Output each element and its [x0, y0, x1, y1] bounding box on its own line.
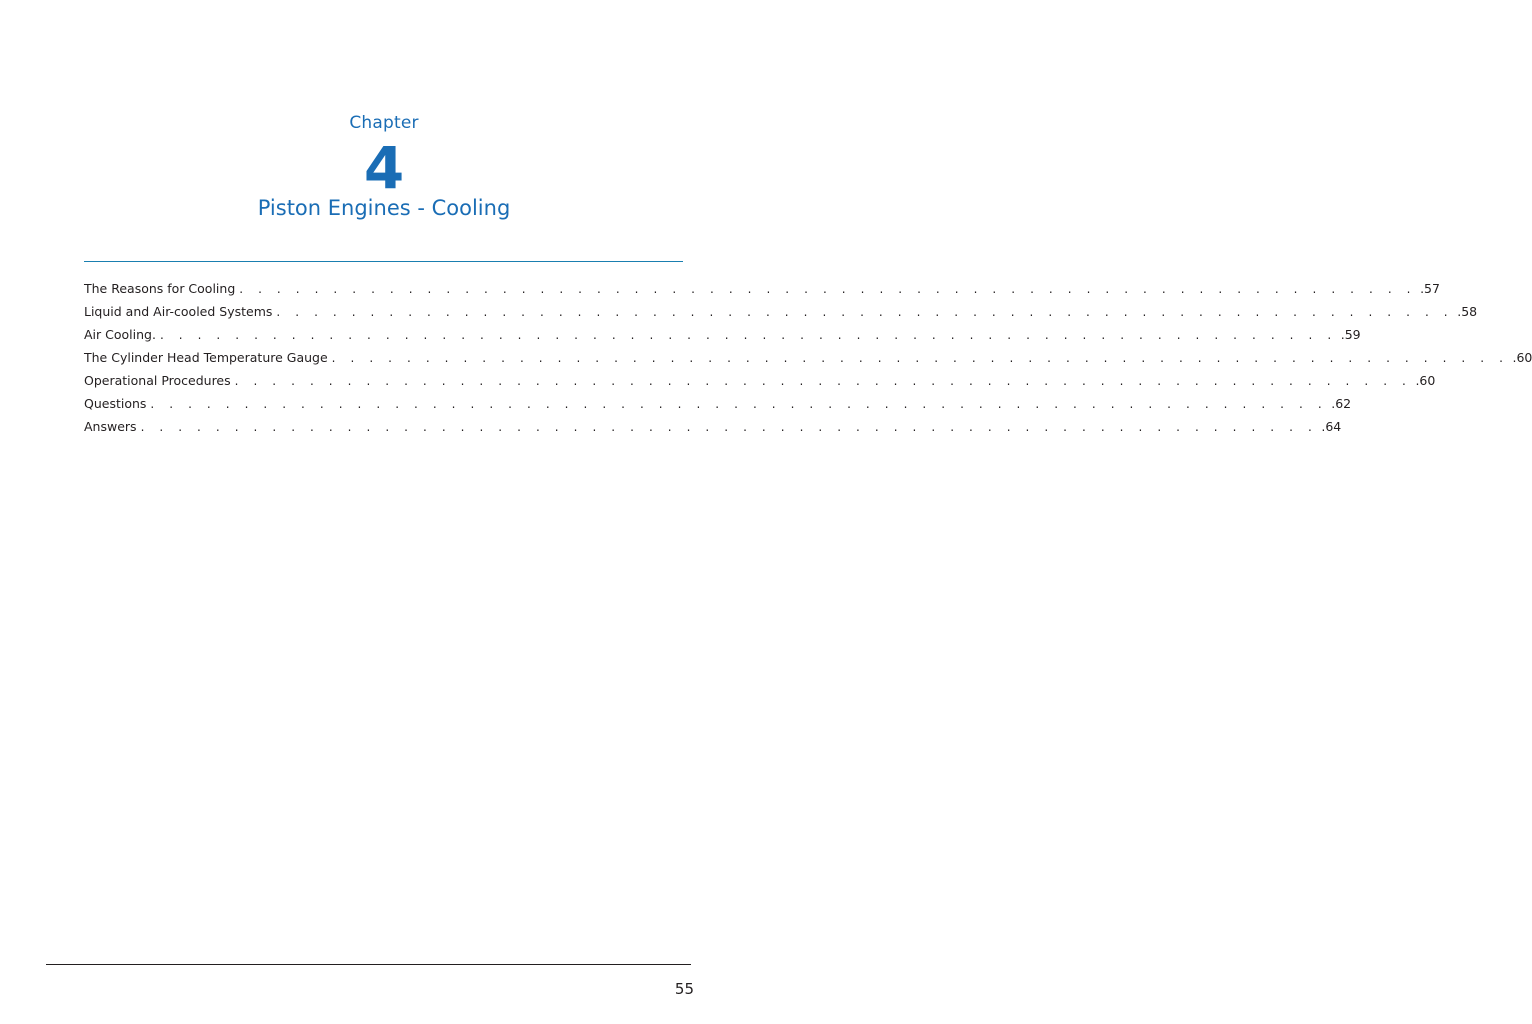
toc-dot-leader: . . . . . . . . . . . . . . . . . . . . . . . . . . . . . . . . . . . . . . . . . . . . . . . . . . . . . . . . . . . . . . .	[159, 328, 1337, 342]
toc-entry-title: Answers	[84, 419, 137, 434]
toc-entry-page: .60	[1512, 350, 1532, 365]
toc-entry-title: Liquid and Air-cooled Systems	[84, 304, 273, 319]
toc-entry-liquid-air-cooled[interactable]	[84, 304, 1478, 327]
toc-entry-cht-gauge[interactable]	[84, 350, 1532, 373]
toc-entry-title: Operational Procedures	[84, 373, 231, 388]
toc-entry-page: .60	[1415, 373, 1436, 388]
toc-dot-leader: . . . . . . . . . . . . . . . . . . . . . . . . . . . . . . . . . . . . . . . . . . . . . . . . . . . . . . . . . . . . . . .	[150, 397, 1328, 411]
toc-entry-title: The Cylinder Head Temperature Gauge	[84, 350, 328, 365]
toc-entry-page: .57	[1420, 281, 1440, 296]
page-number: 55	[674, 980, 694, 998]
toc-entry-page: .62	[1331, 396, 1352, 411]
toc-dot-leader: . . . . . . . . . . . . . . . . . . . . . . . . . . . . . . . . . . . . . . . . . . . . . . . . . . . . . . . . . . . . . . .	[331, 351, 1509, 365]
toc-entry-page: .64	[1321, 419, 1342, 434]
toc-dot-leader: . . . . . . . . . . . . . . . . . . . . . . . . . . . . . . . . . . . . . . . . . . . . . . . . . . . . . . . . . . . . . . .	[239, 282, 1417, 296]
toc-entry-page: .58	[1457, 304, 1478, 319]
toc-entry-title: Questions	[84, 396, 147, 411]
toc-dot-leader: . . . . . . . . . . . . . . . . . . . . . . . . . . . . . . . . . . . . . . . . . . . . . . . . . . . . . . . . . . . . . . .	[276, 305, 1454, 319]
title-divider	[84, 261, 683, 262]
toc-dot-leader: . . . . . . . . . . . . . . . . . . . . . . . . . . . . . . . . . . . . . . . . . . . . . . . . . . . . . . . . . . . . . . .	[234, 374, 1412, 388]
toc-entry-questions[interactable]	[84, 396, 1352, 419]
toc-entry-air-cooling[interactable]	[84, 327, 1361, 350]
toc-entry-operational-procedures[interactable]	[84, 373, 1436, 396]
toc-entry-reasons-for-cooling[interactable]	[84, 281, 1440, 304]
table-of-contents	[84, 281, 1532, 442]
toc-entry-answers[interactable]	[84, 419, 1342, 442]
toc-entry-page: .59	[1340, 327, 1361, 342]
toc-dot-leader: . . . . . . . . . . . . . . . . . . . . . . . . . . . . . . . . . . . . . . . . . . . . . . . . . . . . . . . . . . . . . . .	[140, 420, 1318, 434]
chapter-number: 4	[363, 134, 405, 202]
toc-entry-title: Air Cooling.	[84, 327, 156, 342]
chapter-title: Piston Engines - Cooling	[257, 196, 511, 220]
footer-divider	[46, 964, 691, 965]
chapter-label: Chapter	[349, 113, 419, 133]
toc-entry-title: The Reasons for Cooling	[84, 281, 236, 296]
